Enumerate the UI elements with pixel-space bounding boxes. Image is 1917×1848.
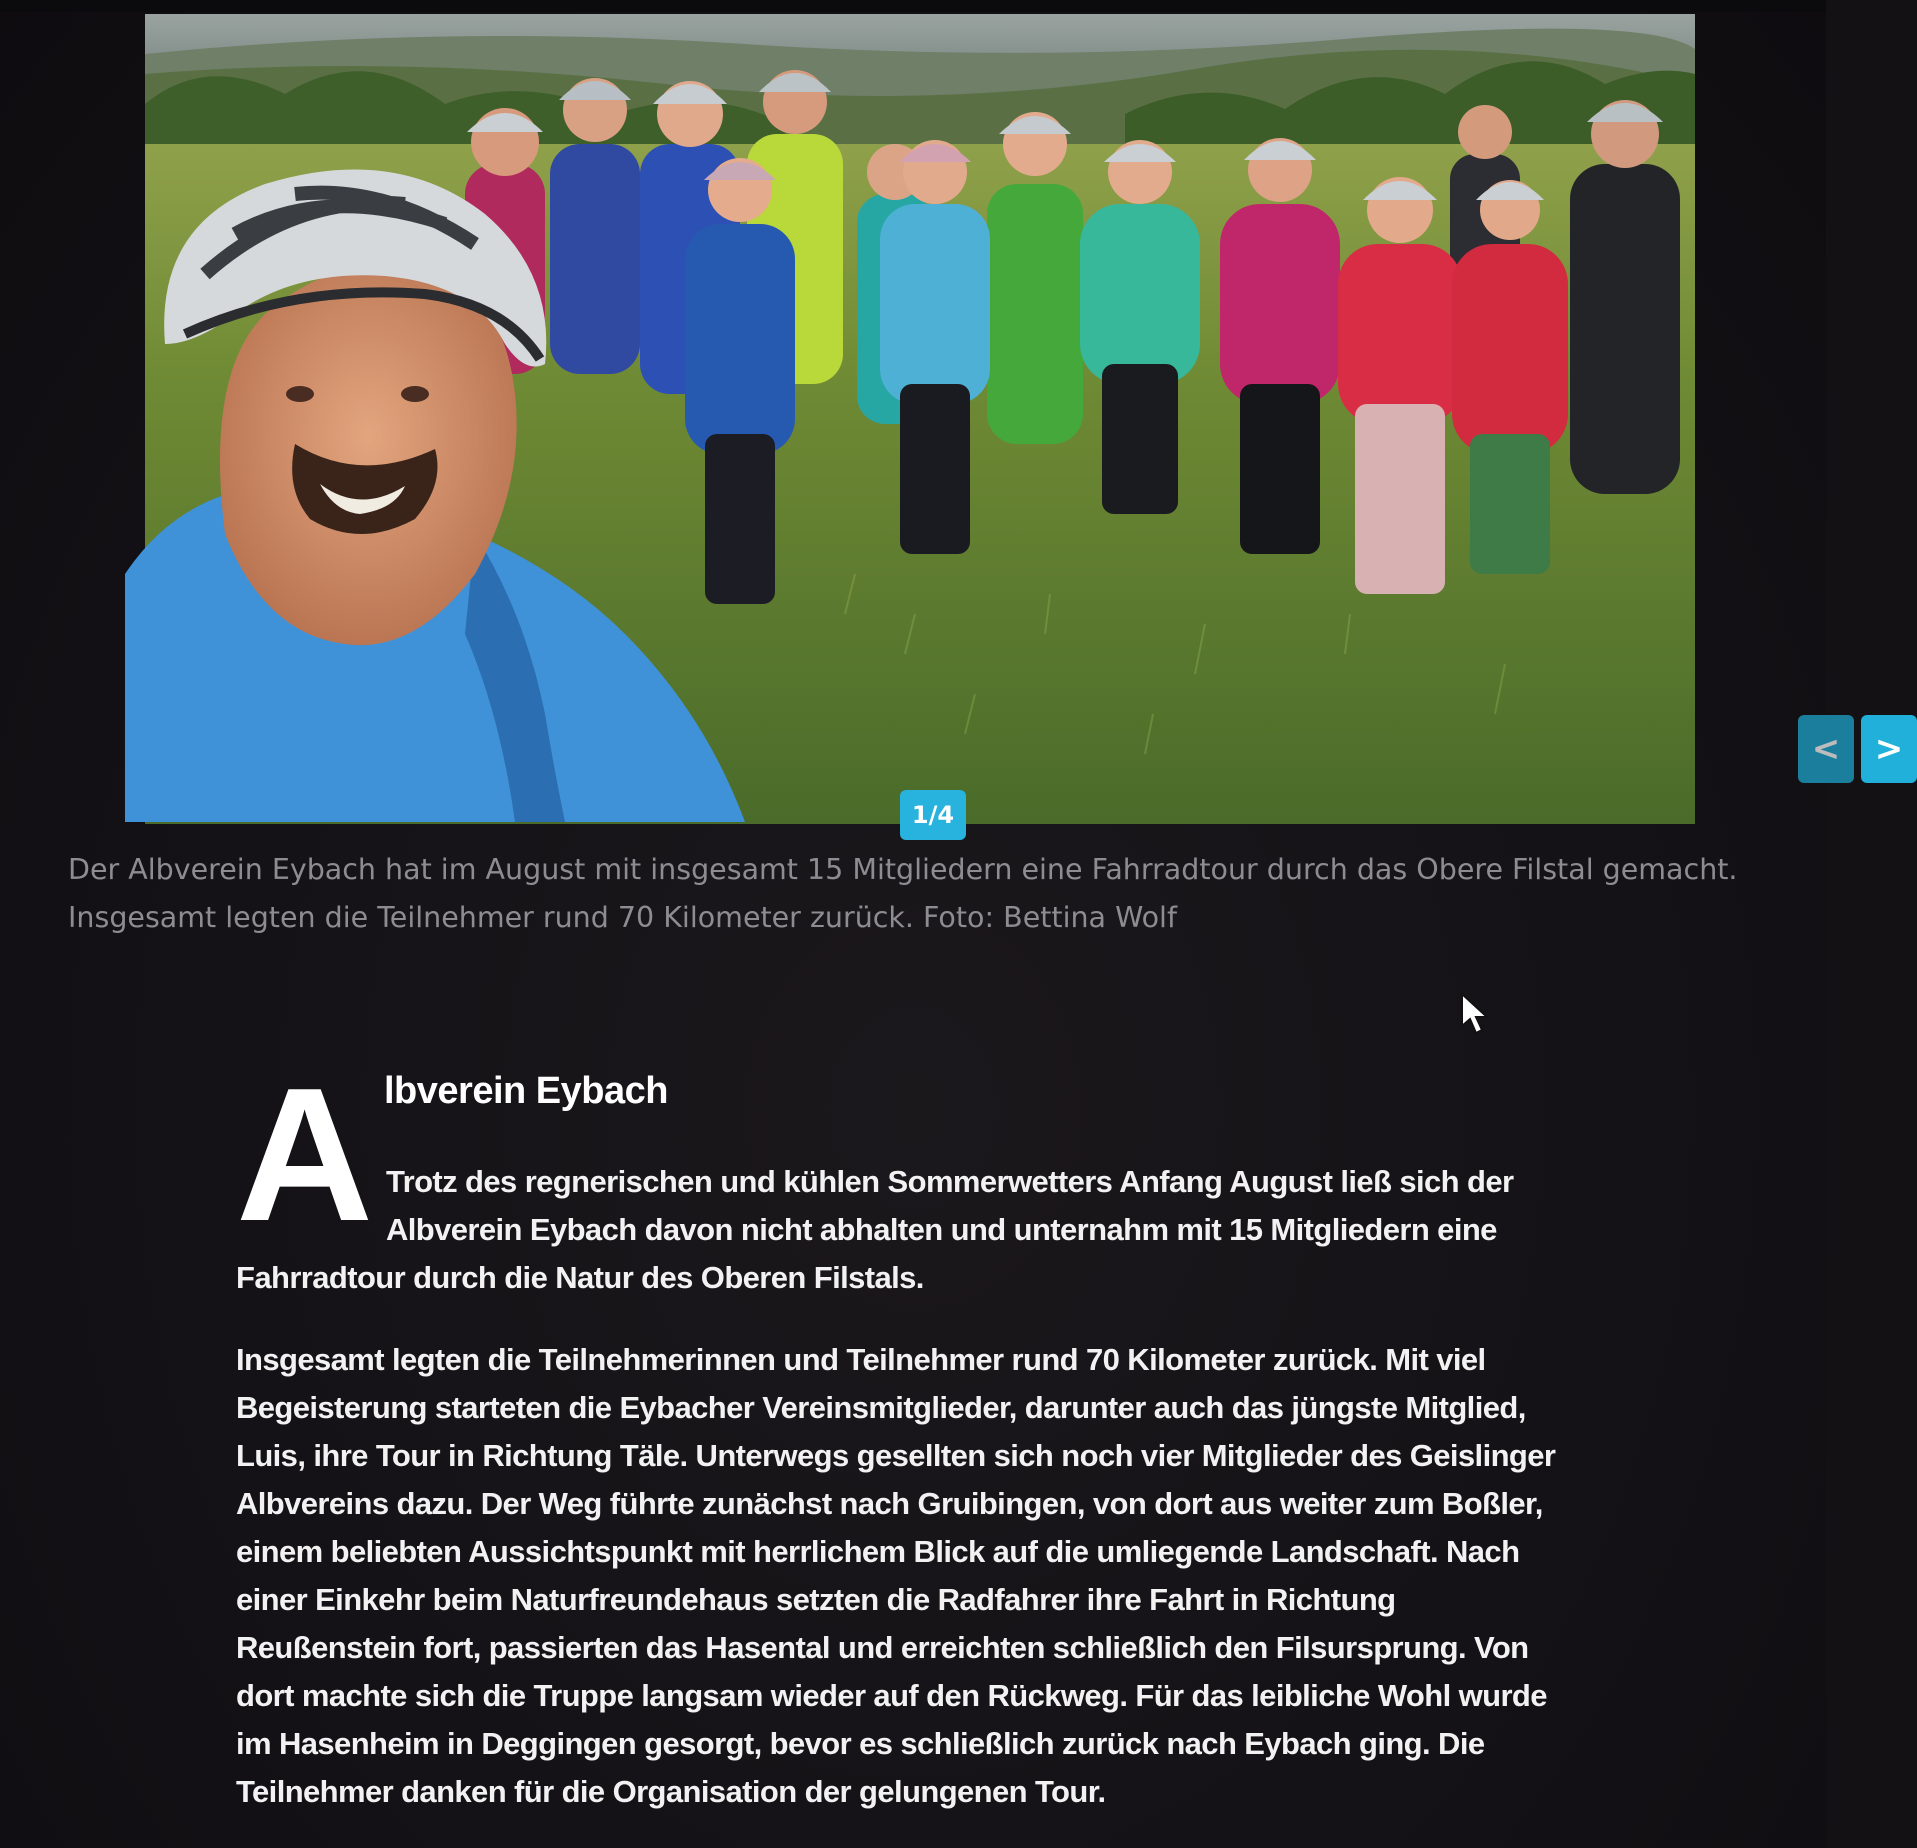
slideshow-photo[interactable] — [145, 14, 1695, 822]
paragraph-line: einem beliebten Aussichtspunkt mit herrlichem Blick auf die umliegende Landschaft. Nach — [236, 1534, 1520, 1569]
mouse-cursor-icon — [1460, 992, 1490, 1036]
photo-caption — [68, 846, 1788, 942]
paragraph-line: Teilnehmer danken für die Organisation der gelungenen Tour. — [236, 1774, 1106, 1809]
paragraph-line: Insgesamt legten die Teilnehmerinnen und Teilnehmer rund 70 Kilometer zurück. Mit viel — [236, 1342, 1486, 1377]
screen-bezel — [0, 0, 1826, 12]
paragraph-line: Albverein Eybach davon nicht abhalten und unternahm mit 15 Mitgliedern eine — [386, 1212, 1497, 1247]
paragraph-line: Reußenstein fort, passierten das Hasental und erreichten schließlich den Filsursprung. Von — [236, 1630, 1529, 1665]
paragraph-line: Begeisterung starteten die Eybacher Vereinsmitglieder, darunter auch das jüngste Mitglied, — [236, 1390, 1526, 1425]
paragraph-line: Trotz des regnerischen und kühlen Sommerwetters Anfang August ließ sich der — [386, 1164, 1514, 1199]
paragraph-line: Fahrradtour durch die Natur des Oberen Filstals. — [236, 1260, 924, 1295]
paragraph-line: im Hasenheim in Deggingen gesorgt, bevor es schließlich zurück nach Eybach ging. Die — [236, 1726, 1485, 1761]
article-dropcap: A — [236, 1049, 374, 1261]
paragraph-line: einer Einkehr beim Naturfreundehaus setzten die Radfahrer ihre Fahrt in Richtung — [236, 1582, 1396, 1617]
paragraph-line: Albvereins dazu. Der Weg führte zunächst nach Gruibingen, von dort aus weiter zum Boßler, — [236, 1486, 1543, 1521]
slideshow-prev-button[interactable]: < — [1798, 715, 1854, 783]
caption-line: Der Albverein Eybach hat im August mit insgesamt 15 Mitgliedern eine Fahrradtour durch das Obere Filstal gemacht. — [68, 853, 1738, 886]
image-slideshow — [145, 14, 1904, 822]
paragraph-line: Luis, ihre Tour in Richtung Täle. Unterwegs gesellten sich noch vier Mitglieder des Geislinger — [236, 1438, 1556, 1473]
slideshow-next-button[interactable]: > — [1861, 715, 1917, 783]
caption-line: Insgesamt legten die Teilnehmer rund 70 Kilometer zurück. Foto: Bettina Wolf — [68, 901, 1177, 934]
paragraph-line: dort machte sich die Truppe langsam wieder auf den Rückweg. Für das leibliche Wohl wurde — [236, 1678, 1547, 1713]
slide-counter-badge: 1/4 — [900, 790, 966, 840]
article-heading: lbverein Eybach — [384, 1070, 668, 1112]
